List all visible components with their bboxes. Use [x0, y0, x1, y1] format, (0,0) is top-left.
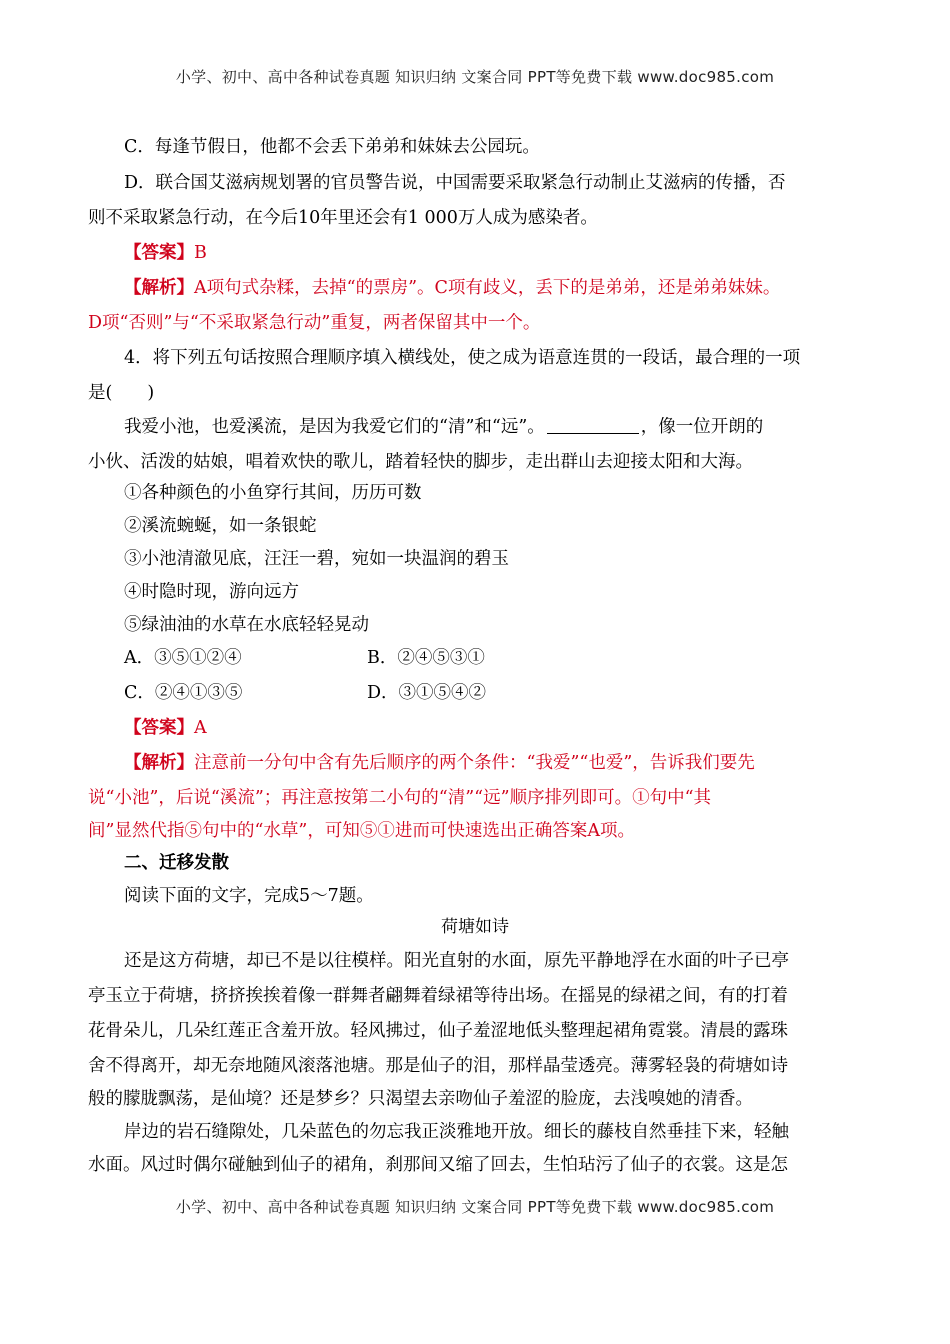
- fill-blank: [547, 417, 639, 434]
- q4-item: ③小池清澈见底，汪汪一碧，宛如一块温润的碧玉: [124, 549, 509, 569]
- q4-item: ①各种颜色的小鱼穿行其间，历历可数: [124, 483, 422, 503]
- passage-title: 荷塘如诗: [441, 917, 509, 937]
- q3-option-c: C．每逢节假日，他都不会丢下弟弟和妹妹去公园玩。: [124, 137, 540, 157]
- answer-value: A: [194, 718, 207, 738]
- passage-line: 水面。风过时偶尔碰触到仙子的裙角，刹那间又缩了回去，生怕玷污了仙子的衣裳。这是怎: [88, 1155, 788, 1175]
- q4-analysis-cont: 说“小池”，后说“溪流”；再注意按第二小句的“清”“远”顺序排列即可。①句中“其: [88, 788, 712, 808]
- passage-line: 岸边的岩石缝隙处，几朵蓝色的勿忘我正淡雅地开放。细长的藤枝自然垂挂下来，轻触: [124, 1122, 789, 1142]
- q4-passage-text: 我爱小池，也爱溪流，是因为我爱它们的“清”和“远”。: [124, 417, 545, 437]
- q3-answer: [124, 241, 858, 265]
- q4-item: ⑤绿油油的水草在水底轻轻晃动: [124, 615, 369, 635]
- q3-analysis-cont: D项“否则”与“不采取紧急行动”重复，两者保留其中一个。: [88, 313, 541, 333]
- passage-line: 花骨朵儿，几朵红莲正含羞开放。轻风拂过，仙子羞涩地低头整理起裙角霓裳。清晨的露珠: [88, 1021, 788, 1041]
- analysis-tag: 【解析】: [124, 753, 194, 773]
- q4-passage-cont: 小伙、活泼的姑娘，唱着欢快的歌儿，踏着轻快的脚步，走出群山去迎接太阳和大海。: [88, 452, 753, 472]
- q4-analysis-cont: 间”显然代指⑤句中的“水草”，可知⑤①进而可快速选出正确答案A项。: [88, 821, 635, 841]
- section-heading: 二、迁移发散: [124, 853, 229, 873]
- analysis-text: 注意前一分句中含有先后顺序的两个条件：“我爱”“也爱”，告诉我们要先: [194, 753, 755, 773]
- q3-analysis: [124, 276, 858, 300]
- q4-stem-cont: 是( ): [88, 383, 155, 403]
- q4-analysis: [124, 751, 858, 775]
- answer-tag: 【答案】: [124, 243, 194, 263]
- q3-option-d: D．联合国艾滋病规划署的官员警告说，中国需要采取紧急行动制止艾滋病的传播，否: [124, 173, 786, 193]
- page-header: 小学、初中、高中各种试卷真题 知识归纳 文案合同 PPT等免费下载 www.doc985.com: [175, 68, 775, 86]
- analysis-text: A项句式杂糅，去掉“的票房”。C项有歧义，丢下的是弟弟，还是弟弟妹妹。: [194, 278, 781, 298]
- q4-passage: [124, 415, 858, 439]
- analysis-tag: 【解析】: [124, 278, 194, 298]
- answer-tag: 【答案】: [124, 718, 194, 738]
- q3-option-d-cont: 则不采取紧急行动，在今后10年里还会有1 000万人成为感染者。: [88, 208, 598, 228]
- page-footer: 小学、初中、高中各种试卷真题 知识归纳 文案合同 PPT等免费下载 www.doc985.com: [175, 1198, 775, 1216]
- q4-option-d: D．③①⑤④②: [367, 683, 487, 703]
- section-instruction: 阅读下面的文字，完成5～7题。: [124, 886, 374, 906]
- q4-option-b: B．②④⑤③①: [367, 648, 485, 668]
- q4-passage-text-b: ，像一位开朗的: [640, 417, 764, 437]
- passage-line: 般的朦胧飘荡，是仙境？还是梦乡？只渴望去亲吻仙子羞涩的脸庞，去浅嗅她的清香。: [88, 1089, 753, 1109]
- q4-item: ②溪流蜿蜒，如一条银蛇: [124, 516, 317, 536]
- q4-option-c: C．②④①③⑤: [124, 683, 243, 703]
- q4-option-a: A．③⑤①②④: [124, 648, 242, 668]
- passage-line: 舍不得离开，却无奈地随风滚落池塘。那是仙子的泪，那样晶莹透亮。薄雾轻袅的荷塘如诗: [88, 1056, 788, 1076]
- answer-value: B: [194, 243, 207, 263]
- q4-stem: 4．将下列五句话按照合理顺序填入横线处，使之成为语意连贯的一段话，最合理的一项: [124, 348, 801, 368]
- q4-answer: [124, 716, 858, 740]
- q4-item: ④时隐时现，游向远方: [124, 582, 299, 602]
- passage-line: 还是这方荷塘，却已不是以往模样。阳光直射的水面，原先平静地浮在水面的叶子已亭: [124, 951, 789, 971]
- passage-line: 亭玉立于荷塘，挤挤挨挨着像一群舞者翩舞着绿裙等待出场。在摇晃的绿裙之间，有的打着: [88, 986, 788, 1006]
